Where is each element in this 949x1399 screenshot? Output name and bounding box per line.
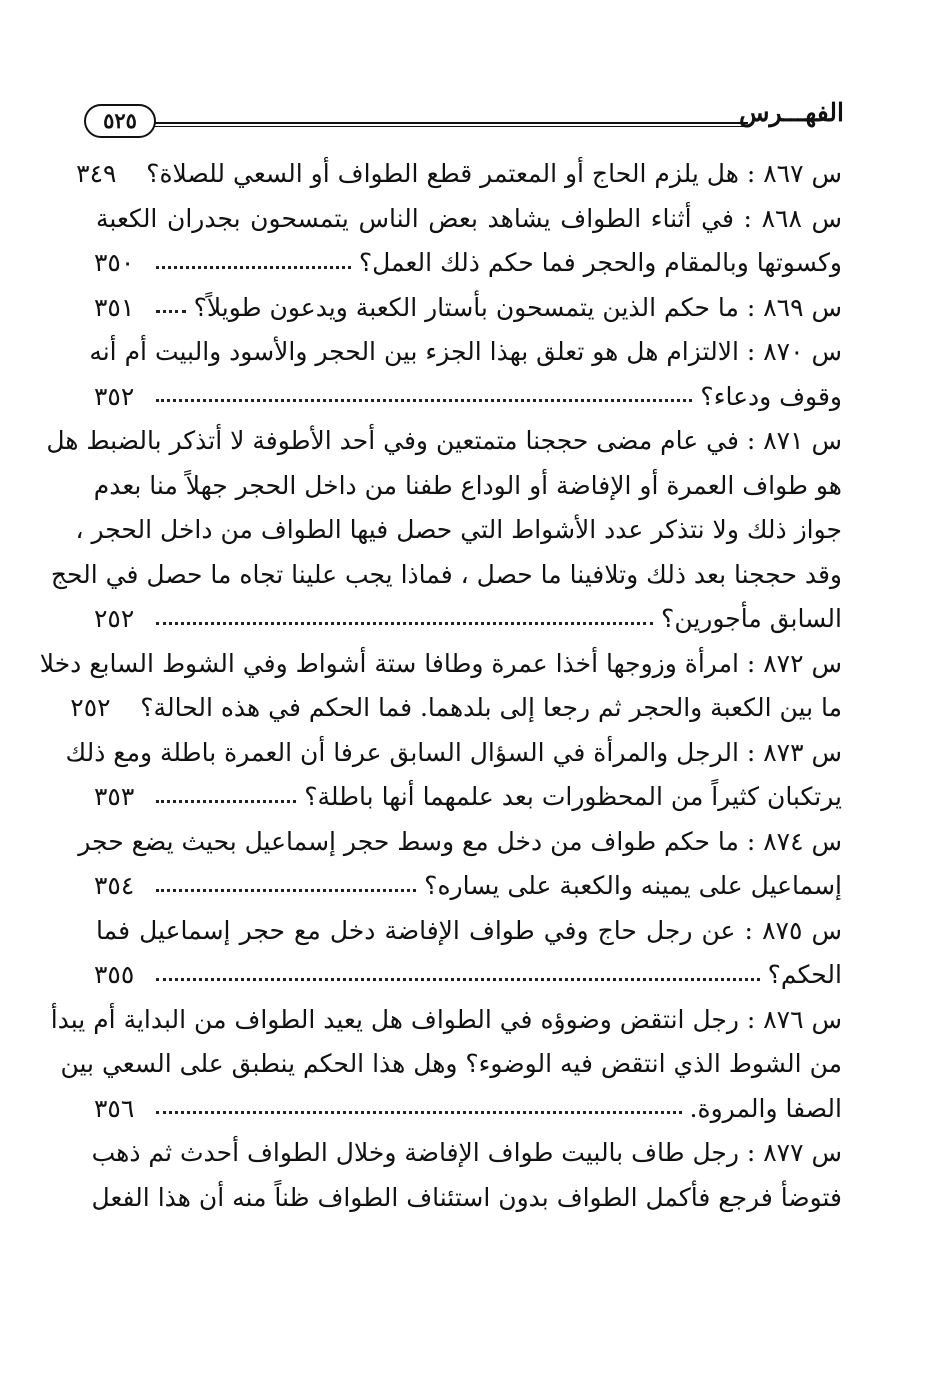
dot-leader xyxy=(156,800,296,803)
entry-text: س ٨٧٠ : الالتزام هل هو تعلق بهذا الجزء بين الحجر والأسود والبيت أم أنه xyxy=(89,337,842,366)
entry-last-line xyxy=(70,686,842,731)
entry-last-line xyxy=(94,775,842,820)
entry-page-number: ٣٤٩ xyxy=(76,159,117,188)
entry-last-line xyxy=(94,286,842,331)
entry-text: س ٨٦٩ : ما حكم الذين يتمسحون بأستار الكعبة ويدعون طويلاً؟ xyxy=(193,292,842,322)
entry-line xyxy=(78,820,842,865)
entry-page-number: ٢٥٢ xyxy=(70,693,111,722)
page-number-badge: ٥٢٥ xyxy=(84,104,156,138)
entry-text: س ٨٧٦ : رجل انتقض وضوؤه في الطواف هل يعيد الطواف من البداية أم يبدأ xyxy=(50,1004,842,1034)
entry-text: الحكم؟ xyxy=(767,960,842,989)
entry-line xyxy=(39,642,842,687)
entry-last-line xyxy=(94,597,842,642)
entry-text: س ٨٧١ : في عام مضى حججنا متمتعين وفي أحد الأطوفة لا أتذكر بالضبط هل xyxy=(46,426,842,455)
entry-text: س ٨٧٣ : الرجل والمرأة في السؤال السابق عرفا أن العمرة باطلة ومع ذلك xyxy=(65,737,842,767)
entry-page-number: ٢٥٢ xyxy=(94,604,135,633)
dot-leader xyxy=(156,1111,682,1114)
entry-text: س ٨٧٥ : عن رجل حاج وفي طواف الإفاضة دخل مع حجر إسماعيل فما xyxy=(96,915,843,945)
entry-text: وقوف ودعاء؟ xyxy=(700,381,842,411)
entry-page-number: ٣٥٦ xyxy=(94,1093,135,1123)
entry-text: من الشوط الذي انتقض فيه الوضوء؟ وهل هذا الحكم ينطبق على السعي بين xyxy=(60,1049,842,1078)
entry-line xyxy=(65,731,842,776)
entry-line xyxy=(91,1131,842,1176)
dot-leader xyxy=(156,622,653,625)
index-list xyxy=(39,152,843,1220)
entry-text: وقد حججنا بعد ذلك وتلافينا ما حصل ، فماذا يجب علينا تجاه ما حصل في الحج xyxy=(50,559,842,589)
index-entry xyxy=(94,909,842,998)
index-entry xyxy=(89,330,842,419)
entry-page-number: ٣٥٢ xyxy=(94,381,135,411)
index-entry xyxy=(39,642,842,731)
entry-line xyxy=(91,1176,842,1221)
entry-last-line xyxy=(94,953,842,998)
index-entry xyxy=(65,731,842,820)
entry-text: جواز ذلك ولا نتذكر عدد الأشواط التي حصل فيها الطواف من داخل الحجر ، xyxy=(75,515,842,544)
index-entry xyxy=(76,152,842,197)
entry-text: س ٨٧٧ : رجل طاف بالبيت طواف الإفاضة وخلال الطواف أحدث ثم ذهب xyxy=(91,1138,842,1167)
index-entry xyxy=(50,998,842,1132)
entry-line xyxy=(46,419,842,464)
entry-text: هو طواف العمرة أو الإفاضة أو الوداع طفنا من داخل الحجر جهلاً منا بعدم xyxy=(93,470,842,500)
entry-line xyxy=(94,909,842,954)
entry-last-line xyxy=(94,864,842,909)
entry-text: فتوضأ فرجع فأكمل الطواف بدون استئناف الطواف ظناً منه أن هذا الفعل xyxy=(91,1182,842,1212)
dot-leader xyxy=(156,399,692,402)
page-header xyxy=(84,96,844,140)
entry-line xyxy=(60,1042,842,1087)
header-rule xyxy=(142,122,748,127)
index-entry xyxy=(91,1131,842,1220)
entry-line xyxy=(89,330,842,375)
entry-last-line xyxy=(94,375,842,420)
entry-line xyxy=(94,464,842,509)
entry-text: ما بين الكعبة والحجر ثم رجعا إلى بلدهما. فما الحكم في هذه الحالة؟ xyxy=(140,693,842,722)
entry-line xyxy=(50,998,842,1043)
entry-line xyxy=(94,197,842,242)
dot-leader xyxy=(156,889,416,892)
entry-text: إسماعيل على يمينه والكعبة على يساره؟ xyxy=(424,871,842,900)
entry-text: س ٨٦٧ : هل يلزم الحاج أو المعتمر قطع الطواف أو السعي للصلاة؟ xyxy=(146,159,842,188)
entry-text: السابق مأجورين؟ xyxy=(661,604,842,633)
index-entry xyxy=(94,197,842,286)
dot-leader xyxy=(156,310,186,313)
entry-last-line xyxy=(94,241,842,286)
entry-page-number: ٣٥١ xyxy=(94,292,135,322)
entry-text: س ٨٦٨ : في أثناء الطواف يشاهد بعض الناس يتمسحون بجدران الكعبة xyxy=(96,203,843,233)
entry-text: وكسوتها وبالمقام والحجر فما حكم ذلك العمل؟ xyxy=(358,248,842,277)
dot-leader xyxy=(156,978,760,981)
entry-text: س ٨٧٤ : ما حكم طواف من دخل مع وسط حجر إسماعيل بحيث يضع حجر xyxy=(78,826,842,856)
entry-last-line xyxy=(94,1087,842,1132)
entry-page-number: ٣٥٠ xyxy=(94,248,135,277)
entry-page-number: ٣٥٣ xyxy=(94,782,135,811)
entry-page-number: ٣٥٤ xyxy=(94,871,135,900)
entry-last-line xyxy=(76,152,842,197)
header-title: الفهـــرس xyxy=(738,98,844,127)
entry-line xyxy=(75,508,842,553)
index-entry xyxy=(46,419,842,642)
entry-line xyxy=(50,553,842,598)
entry-text: س ٨٧٢ : امرأة وزوجها أخذا عمرة وطافا ستة أشواط وفي الشوط السابع دخلا xyxy=(39,648,842,678)
entry-page-number: ٣٥٥ xyxy=(94,960,135,989)
index-entry xyxy=(94,286,842,331)
entry-text: يرتكبان كثيراً من المحظورات بعد علمهما أنها باطلة؟ xyxy=(304,782,842,811)
entry-text: الصفا والمروة. xyxy=(689,1093,842,1123)
index-entry xyxy=(78,820,842,909)
dot-leader xyxy=(156,266,351,269)
